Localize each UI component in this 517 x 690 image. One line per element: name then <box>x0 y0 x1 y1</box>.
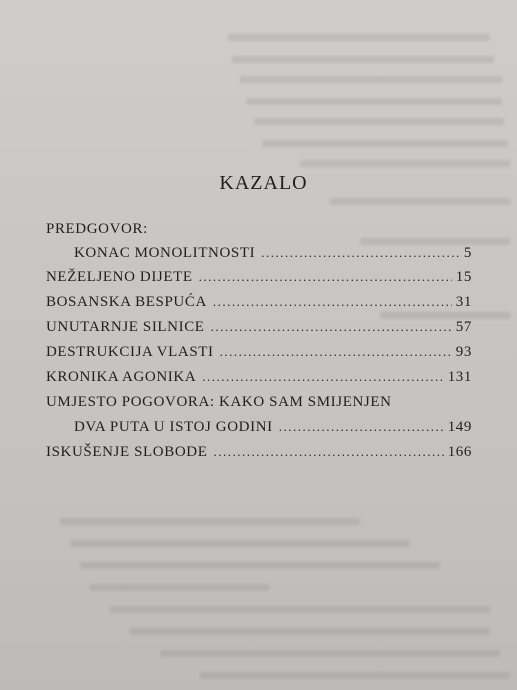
toc-entry-label: ISKUŠENJE SLOBODE <box>46 444 208 460</box>
toc-title: KAZALO <box>219 172 308 194</box>
toc-page-number: 93 <box>455 344 472 360</box>
toc-entry-predgovor[interactable] <box>46 221 246 245</box>
dot-leader <box>213 294 452 310</box>
dot-leader <box>213 444 443 460</box>
toc-entry-label: DVA PUTA U ISTOJ GODINI <box>74 419 273 435</box>
toc-entry-destrukcija-vlasti[interactable] <box>46 344 472 368</box>
toc-entry-kronika-agonika[interactable] <box>46 369 472 393</box>
dot-leader <box>220 344 452 360</box>
toc-page-number: 15 <box>455 269 472 285</box>
toc-entry-label: UNUTARNJE SILNICE <box>46 319 205 335</box>
toc-entry-umjesto-pogovora[interactable] <box>46 394 446 418</box>
dot-leader <box>202 369 443 385</box>
toc-entry-label: KONAC MONOLITNOSTI <box>74 245 256 261</box>
dot-leader <box>279 419 444 435</box>
toc-entry-nezeljeno-dijete[interactable] <box>46 269 472 293</box>
toc-page-number: 166 <box>447 444 472 460</box>
toc-entry-bosanska-bespuca[interactable] <box>46 294 472 318</box>
toc-entry-label: BOSANSKA BESPUĆA <box>46 294 207 310</box>
toc-page-number: 149 <box>447 419 472 435</box>
dot-leader <box>211 319 452 335</box>
toc-entry-label: KRONIKA AGONIKA <box>46 369 197 385</box>
toc-entry-iskusenje-slobode[interactable] <box>46 444 472 468</box>
toc-entry-label: NEŽELJENO DIJETE <box>46 269 193 285</box>
toc-entry-unutarnje-silnice[interactable] <box>46 319 472 343</box>
dot-leader <box>199 269 452 285</box>
toc-page-number: 5 <box>463 245 472 261</box>
toc-page-number: 57 <box>455 319 472 335</box>
toc-entry-label: DESTRUKCIJA VLASTI <box>46 344 214 360</box>
toc-entry-konac-monolitnosti[interactable] <box>74 245 472 269</box>
toc-page-number: 31 <box>455 294 472 310</box>
toc-entry-label: UMJESTO POGOVORA: KAKO SAM SMIJENJEN <box>46 394 392 410</box>
toc-page-number: 131 <box>447 369 472 385</box>
toc-entry-label: PREDGOVOR: <box>46 221 148 237</box>
dot-leader <box>261 245 460 261</box>
toc-entry-dva-puta[interactable] <box>74 419 472 443</box>
